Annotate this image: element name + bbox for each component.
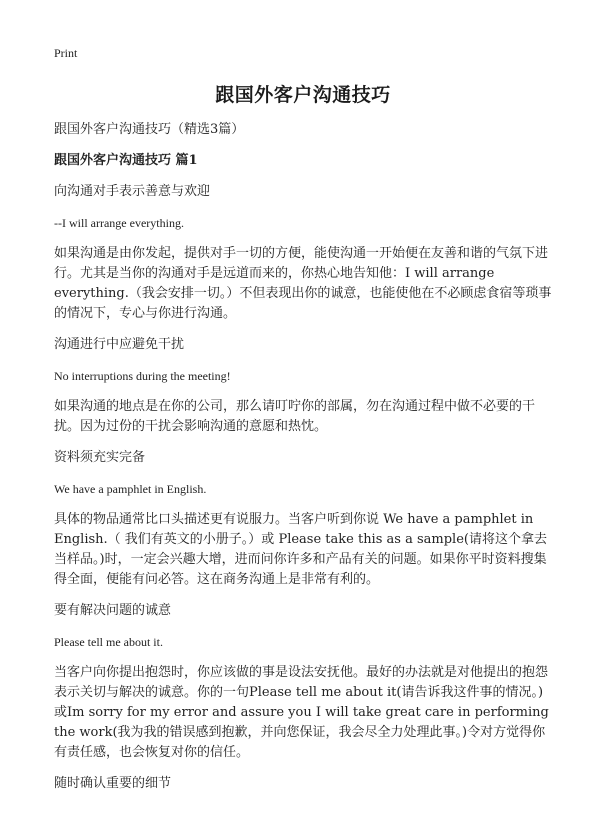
body-paragraph: 当客户向你提出抱怨时，你应该做的事是设法安抚他。最好的办法就是对他提出的抱怨表示关切与解决的诚意。你的一句Please tell me about it(请告诉我这件事的情况。)或Im sorry for my error and assure you I will take great care in performing the work(我为我的错误感到抱歉，并向您保证，我会尽全力处理此事。)令对方觉得你有责任感，也会恢复对你的信任。 <box>54 665 549 760</box>
english-phrase: No interruptions during the meeting! <box>54 369 231 383</box>
english-phrase: We have a pamphlet in English. <box>54 482 207 496</box>
tip-heading: 沟通进行中应避免干扰 <box>54 337 185 352</box>
body-paragraph: 具体的物品通常比口头描述更有说服力。当客户听到你说 We have a pamphlet in English.（ 我们有英文的小册子。）或 Please take this as a sample(请将这个拿去当样品。)时，一定会兴趣大增，进而问你许多和产品有关的问题。如果你平时资料搜集得全面，便能有问必答。这在商务沟通上是非常有利的。 <box>54 512 547 587</box>
print-link[interactable]: Print <box>54 46 78 60</box>
body-paragraph: 如果沟通的地点是在你的公司，那么请叮咛你的部属，勿在沟通过程中做不必要的干扰。因为过份的干扰会影响沟通的意愿和热忱。 <box>54 399 536 434</box>
tip-heading: 随时确认重要的细节 <box>54 776 172 791</box>
article-subtitle: 跟国外客户沟通技巧（精选3篇） <box>54 122 245 137</box>
tip-heading: 向沟通对手表示善意与欢迎 <box>54 184 211 199</box>
tip-heading: 要有解决问题的诚意 <box>54 603 172 618</box>
body-paragraph: 如果沟通是由你发起，提供对手一切的方便，能使沟通一开始便在友善和谐的气氛下进行。尤其是当你的沟通对手是远道而来的，你热心地告知他：I will arrange everything.（我会安排一切。）不但表现出你的诚意，也能使他在不必顾虑食宿等琐事的情况下，专心与你进行沟通。 <box>54 246 552 321</box>
article-body <box>54 120 552 805</box>
section-title: 跟国外客户沟通技巧 篇1 <box>54 153 198 168</box>
document-title: 跟国外客户沟通技巧 <box>215 84 391 106</box>
english-phrase: --I will arrange everything. <box>54 216 184 230</box>
english-phrase: Please tell me about it. <box>54 635 163 649</box>
tip-heading: 资料须充实完备 <box>54 450 146 465</box>
